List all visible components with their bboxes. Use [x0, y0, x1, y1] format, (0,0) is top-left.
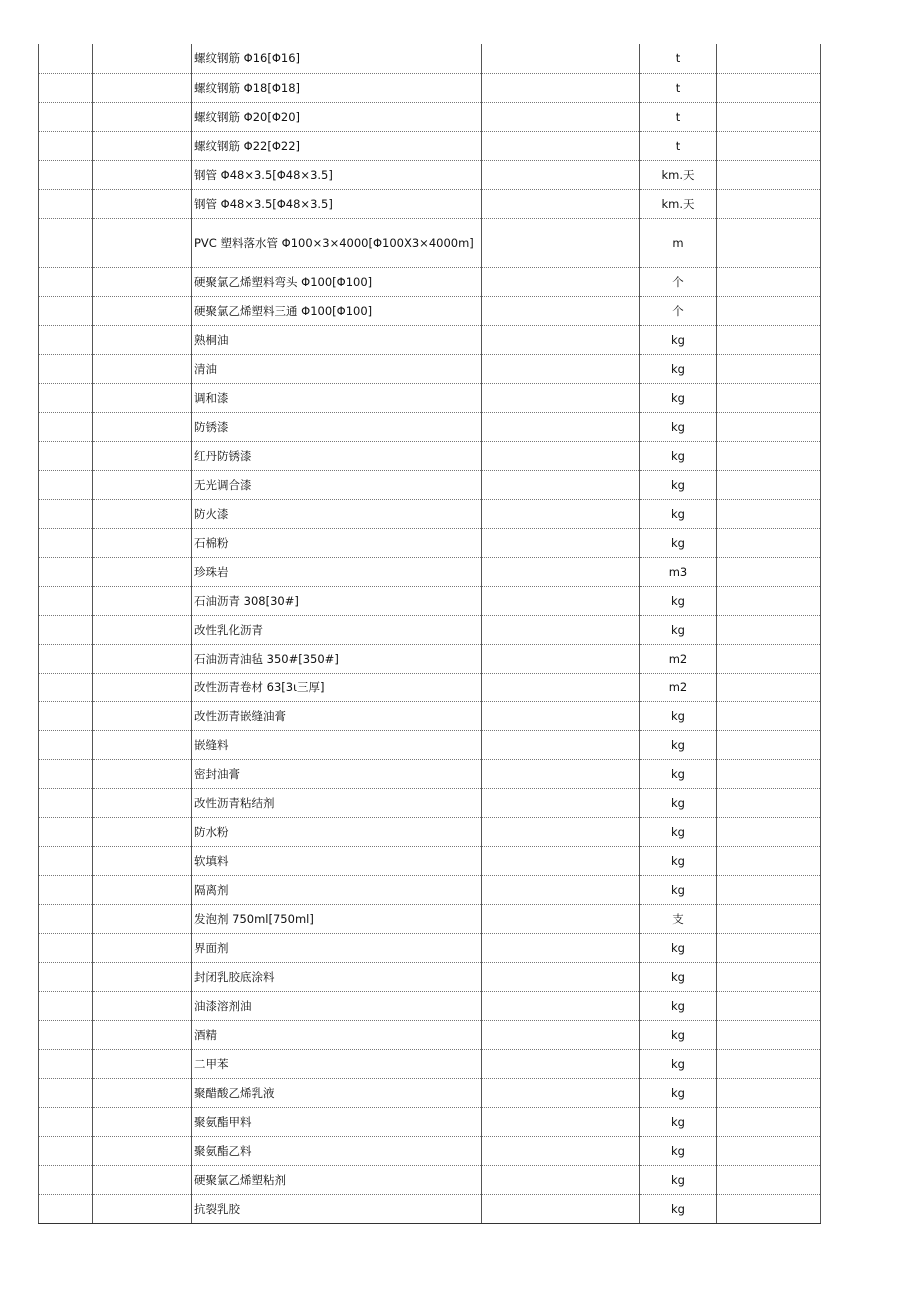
- cell-code: [93, 875, 192, 904]
- cell-quantity: [717, 1107, 821, 1136]
- cell-quantity: [717, 499, 821, 528]
- cell-code: [93, 102, 192, 131]
- table-row: [39, 846, 821, 875]
- cell-index: [39, 267, 93, 296]
- cell-quantity: [717, 933, 821, 962]
- cell-code: [93, 499, 192, 528]
- table-row: [39, 673, 821, 701]
- cell-unit: kg: [640, 325, 717, 354]
- cell-index: [39, 218, 93, 267]
- cell-index: [39, 1194, 93, 1223]
- table-row: [39, 412, 821, 441]
- cell-material-name: 熟桐油: [192, 325, 482, 354]
- cell-spec: [482, 325, 640, 354]
- cell-material-name: 防水粉: [192, 817, 482, 846]
- cell-quantity: [717, 383, 821, 412]
- cell-code: [93, 1194, 192, 1223]
- cell-unit: t: [640, 131, 717, 160]
- cell-code: [93, 296, 192, 325]
- cell-quantity: [717, 102, 821, 131]
- cell-code: [93, 788, 192, 817]
- cell-spec: [482, 933, 640, 962]
- cell-spec: [482, 586, 640, 615]
- cell-code: [93, 131, 192, 160]
- cell-code: [93, 267, 192, 296]
- cell-quantity: [717, 701, 821, 730]
- cell-index: [39, 1078, 93, 1107]
- cell-spec: [482, 788, 640, 817]
- cell-index: [39, 1107, 93, 1136]
- cell-material-name: 软填料: [192, 846, 482, 875]
- table-row: [39, 218, 821, 267]
- table-row: [39, 102, 821, 131]
- materials-table: [38, 44, 821, 1224]
- table-row: [39, 528, 821, 557]
- cell-material-name: 钢管 Φ48×3.5[Φ48×3.5]: [192, 160, 482, 189]
- table-row: [39, 1078, 821, 1107]
- cell-material-name: 防火漆: [192, 499, 482, 528]
- cell-material-name: 石棉粉: [192, 528, 482, 557]
- cell-spec: [482, 470, 640, 499]
- cell-code: [93, 160, 192, 189]
- cell-index: [39, 730, 93, 759]
- cell-material-name: PVC 塑料落水管 Φ100×3×4000[Φ100X3×4000m]: [192, 218, 482, 267]
- cell-spec: [482, 189, 640, 218]
- cell-material-name: 抗裂乳胶: [192, 1194, 482, 1223]
- cell-code: [93, 586, 192, 615]
- cell-index: [39, 383, 93, 412]
- table-row: [39, 325, 821, 354]
- cell-material-name: 聚醋酸乙烯乳液: [192, 1078, 482, 1107]
- cell-unit: t: [640, 44, 717, 73]
- cell-material-name: 界面剂: [192, 933, 482, 962]
- table-row: [39, 383, 821, 412]
- table-row: [39, 1136, 821, 1165]
- cell-material-name: 二甲苯: [192, 1049, 482, 1078]
- cell-index: [39, 817, 93, 846]
- cell-index: [39, 586, 93, 615]
- cell-unit: kg: [640, 933, 717, 962]
- cell-unit: kg: [640, 470, 717, 499]
- table-row: [39, 701, 821, 730]
- cell-index: [39, 470, 93, 499]
- cell-unit: kg: [640, 1020, 717, 1049]
- cell-spec: [482, 44, 640, 73]
- cell-code: [93, 441, 192, 470]
- cell-index: [39, 325, 93, 354]
- cell-quantity: [717, 528, 821, 557]
- cell-index: [39, 296, 93, 325]
- cell-spec: [482, 1165, 640, 1194]
- table-row: [39, 1020, 821, 1049]
- cell-spec: [482, 1107, 640, 1136]
- cell-unit: kg: [640, 846, 717, 875]
- cell-quantity: [717, 267, 821, 296]
- cell-code: [93, 933, 192, 962]
- cell-code: [93, 730, 192, 759]
- cell-index: [39, 557, 93, 586]
- cell-quantity: [717, 296, 821, 325]
- cell-material-name: 石油沥青油毡 350#[350#]: [192, 644, 482, 673]
- cell-spec: [482, 412, 640, 441]
- cell-spec: [482, 218, 640, 267]
- cell-material-name: 密封油膏: [192, 759, 482, 788]
- cell-code: [93, 615, 192, 644]
- table-row: [39, 991, 821, 1020]
- cell-code: [93, 644, 192, 673]
- cell-spec: [482, 644, 640, 673]
- table-row: [39, 962, 821, 991]
- cell-unit: kg: [640, 441, 717, 470]
- table-row: [39, 759, 821, 788]
- cell-index: [39, 1136, 93, 1165]
- cell-material-name: 硬聚氯乙烯塑粘剂: [192, 1165, 482, 1194]
- cell-code: [93, 701, 192, 730]
- cell-quantity: [717, 644, 821, 673]
- cell-code: [93, 557, 192, 586]
- table-row: [39, 73, 821, 102]
- cell-material-name: 石油沥青 308[30#]: [192, 586, 482, 615]
- cell-code: [93, 1136, 192, 1165]
- cell-material-name: 硬聚氯乙烯塑料三通 Φ100[Φ100]: [192, 296, 482, 325]
- cell-code: [93, 470, 192, 499]
- cell-spec: [482, 102, 640, 131]
- cell-index: [39, 441, 93, 470]
- cell-material-name: 螺纹钢筋 Φ16[Φ16]: [192, 44, 482, 73]
- cell-quantity: [717, 586, 821, 615]
- cell-unit: t: [640, 102, 717, 131]
- cell-spec: [482, 160, 640, 189]
- cell-material-name: 油漆溶剂油: [192, 991, 482, 1020]
- cell-spec: [482, 131, 640, 160]
- cell-spec: [482, 1194, 640, 1223]
- cell-unit: kg: [640, 499, 717, 528]
- cell-unit: kg: [640, 962, 717, 991]
- cell-quantity: [717, 131, 821, 160]
- cell-spec: [482, 673, 640, 701]
- cell-code: [93, 991, 192, 1020]
- cell-quantity: [717, 1136, 821, 1165]
- cell-unit: kg: [640, 412, 717, 441]
- cell-index: [39, 189, 93, 218]
- table-row: [39, 904, 821, 933]
- cell-index: [39, 875, 93, 904]
- cell-unit: kg: [640, 788, 717, 817]
- cell-code: [93, 1078, 192, 1107]
- cell-spec: [482, 557, 640, 586]
- cell-unit: km.天: [640, 189, 717, 218]
- cell-code: [93, 383, 192, 412]
- cell-index: [39, 499, 93, 528]
- cell-material-name: 无光调合漆: [192, 470, 482, 499]
- table-row: [39, 1107, 821, 1136]
- cell-material-name: 改性沥青卷材 63[3ι三厚]: [192, 673, 482, 701]
- cell-index: [39, 1049, 93, 1078]
- cell-spec: [482, 441, 640, 470]
- cell-spec: [482, 759, 640, 788]
- cell-unit: kg: [640, 528, 717, 557]
- cell-unit: kg: [640, 1049, 717, 1078]
- cell-material-name: 珍珠岩: [192, 557, 482, 586]
- cell-code: [93, 759, 192, 788]
- cell-spec: [482, 875, 640, 904]
- cell-unit: m2: [640, 644, 717, 673]
- table-row: [39, 586, 821, 615]
- cell-code: [93, 904, 192, 933]
- cell-material-name: 嵌缝料: [192, 730, 482, 759]
- cell-unit: kg: [640, 875, 717, 904]
- cell-code: [93, 1165, 192, 1194]
- cell-quantity: [717, 325, 821, 354]
- cell-quantity: [717, 1020, 821, 1049]
- cell-unit: kg: [640, 383, 717, 412]
- table-row: [39, 875, 821, 904]
- cell-unit: kg: [640, 1107, 717, 1136]
- table-row: [39, 296, 821, 325]
- cell-unit: kg: [640, 615, 717, 644]
- cell-code: [93, 1020, 192, 1049]
- cell-quantity: [717, 615, 821, 644]
- cell-quantity: [717, 962, 821, 991]
- cell-code: [93, 73, 192, 102]
- cell-unit: kg: [640, 991, 717, 1020]
- cell-quantity: [717, 904, 821, 933]
- cell-material-name: 调和漆: [192, 383, 482, 412]
- cell-unit: 个: [640, 267, 717, 296]
- cell-index: [39, 131, 93, 160]
- cell-spec: [482, 701, 640, 730]
- cell-index: [39, 673, 93, 701]
- cell-code: [93, 354, 192, 383]
- cell-spec: [482, 615, 640, 644]
- cell-unit: m: [640, 218, 717, 267]
- cell-unit: 支: [640, 904, 717, 933]
- cell-quantity: [717, 1078, 821, 1107]
- cell-material-name: 聚氨酯甲料: [192, 1107, 482, 1136]
- cell-unit: kg: [640, 1194, 717, 1223]
- cell-quantity: [717, 44, 821, 73]
- cell-index: [39, 759, 93, 788]
- cell-material-name: 改性沥青嵌缝油膏: [192, 701, 482, 730]
- cell-spec: [482, 73, 640, 102]
- cell-spec: [482, 354, 640, 383]
- cell-unit: kg: [640, 759, 717, 788]
- table-row: [39, 1165, 821, 1194]
- cell-quantity: [717, 470, 821, 499]
- cell-quantity: [717, 759, 821, 788]
- cell-index: [39, 933, 93, 962]
- table-row: [39, 644, 821, 673]
- cell-quantity: [717, 817, 821, 846]
- cell-quantity: [717, 354, 821, 383]
- cell-code: [93, 44, 192, 73]
- cell-material-name: 防锈漆: [192, 412, 482, 441]
- cell-material-name: 清油: [192, 354, 482, 383]
- cell-unit: kg: [640, 586, 717, 615]
- cell-code: [93, 1049, 192, 1078]
- cell-material-name: 封闭乳胶底涂料: [192, 962, 482, 991]
- cell-quantity: [717, 160, 821, 189]
- cell-spec: [482, 962, 640, 991]
- cell-material-name: 钢管 Φ48×3.5[Φ48×3.5]: [192, 189, 482, 218]
- cell-index: [39, 44, 93, 73]
- cell-quantity: [717, 673, 821, 701]
- cell-quantity: [717, 875, 821, 904]
- cell-material-name: 螺纹钢筋 Φ18[Φ18]: [192, 73, 482, 102]
- cell-material-name: 发泡剂 750ml[750ml]: [192, 904, 482, 933]
- cell-index: [39, 102, 93, 131]
- cell-spec: [482, 383, 640, 412]
- cell-unit: kg: [640, 1136, 717, 1165]
- cell-material-name: 隔离剂: [192, 875, 482, 904]
- cell-quantity: [717, 846, 821, 875]
- cell-code: [93, 817, 192, 846]
- table-row: [39, 441, 821, 470]
- cell-material-name: 螺纹钢筋 Φ20[Φ20]: [192, 102, 482, 131]
- cell-index: [39, 615, 93, 644]
- cell-spec: [482, 817, 640, 846]
- table-row: [39, 615, 821, 644]
- cell-material-name: 螺纹钢筋 Φ22[Φ22]: [192, 131, 482, 160]
- cell-index: [39, 160, 93, 189]
- cell-material-name: 硬聚氯乙烯塑料弯头 Φ100[Φ100]: [192, 267, 482, 296]
- materials-table-body: [39, 44, 821, 1223]
- cell-code: [93, 846, 192, 875]
- cell-spec: [482, 528, 640, 557]
- cell-unit: kg: [640, 701, 717, 730]
- cell-unit: km.天: [640, 160, 717, 189]
- table-row: [39, 499, 821, 528]
- table-row: [39, 1194, 821, 1223]
- table-row: [39, 470, 821, 499]
- cell-index: [39, 528, 93, 557]
- cell-quantity: [717, 557, 821, 586]
- cell-quantity: [717, 189, 821, 218]
- cell-code: [93, 412, 192, 441]
- cell-quantity: [717, 1049, 821, 1078]
- cell-spec: [482, 1020, 640, 1049]
- cell-code: [93, 1107, 192, 1136]
- cell-code: [93, 528, 192, 557]
- table-row: [39, 1049, 821, 1078]
- cell-material-name: 酒精: [192, 1020, 482, 1049]
- cell-index: [39, 701, 93, 730]
- cell-index: [39, 962, 93, 991]
- cell-unit: t: [640, 73, 717, 102]
- cell-spec: [482, 499, 640, 528]
- cell-unit: kg: [640, 1078, 717, 1107]
- cell-material-name: 聚氨酯乙料: [192, 1136, 482, 1165]
- cell-index: [39, 788, 93, 817]
- cell-quantity: [717, 1194, 821, 1223]
- cell-spec: [482, 1049, 640, 1078]
- cell-index: [39, 1020, 93, 1049]
- table-row: [39, 189, 821, 218]
- cell-index: [39, 644, 93, 673]
- cell-quantity: [717, 218, 821, 267]
- table-row: [39, 557, 821, 586]
- cell-quantity: [717, 73, 821, 102]
- cell-code: [93, 325, 192, 354]
- cell-unit: kg: [640, 1165, 717, 1194]
- cell-code: [93, 189, 192, 218]
- cell-index: [39, 904, 93, 933]
- table-row: [39, 160, 821, 189]
- cell-index: [39, 354, 93, 383]
- table-row: [39, 354, 821, 383]
- cell-unit: 个: [640, 296, 717, 325]
- cell-spec: [482, 846, 640, 875]
- table-row: [39, 267, 821, 296]
- cell-spec: [482, 1078, 640, 1107]
- cell-quantity: [717, 991, 821, 1020]
- cell-code: [93, 673, 192, 701]
- cell-code: [93, 962, 192, 991]
- cell-spec: [482, 904, 640, 933]
- cell-spec: [482, 730, 640, 759]
- table-row: [39, 131, 821, 160]
- cell-material-name: 红丹防锈漆: [192, 441, 482, 470]
- cell-material-name: 改性沥青粘结剂: [192, 788, 482, 817]
- cell-index: [39, 991, 93, 1020]
- table-row: [39, 933, 821, 962]
- cell-index: [39, 412, 93, 441]
- table-row: [39, 817, 821, 846]
- table-row: [39, 44, 821, 73]
- cell-quantity: [717, 1165, 821, 1194]
- cell-unit: m3: [640, 557, 717, 586]
- table-row: [39, 730, 821, 759]
- cell-spec: [482, 296, 640, 325]
- cell-material-name: 改性乳化沥青: [192, 615, 482, 644]
- cell-unit: kg: [640, 817, 717, 846]
- cell-spec: [482, 1136, 640, 1165]
- table-row: [39, 788, 821, 817]
- cell-quantity: [717, 441, 821, 470]
- cell-spec: [482, 991, 640, 1020]
- cell-unit: kg: [640, 730, 717, 759]
- cell-unit: m2: [640, 673, 717, 701]
- cell-quantity: [717, 788, 821, 817]
- cell-unit: kg: [640, 354, 717, 383]
- cell-quantity: [717, 730, 821, 759]
- cell-index: [39, 1165, 93, 1194]
- cell-quantity: [717, 412, 821, 441]
- cell-spec: [482, 267, 640, 296]
- cell-code: [93, 218, 192, 267]
- cell-index: [39, 73, 93, 102]
- cell-index: [39, 846, 93, 875]
